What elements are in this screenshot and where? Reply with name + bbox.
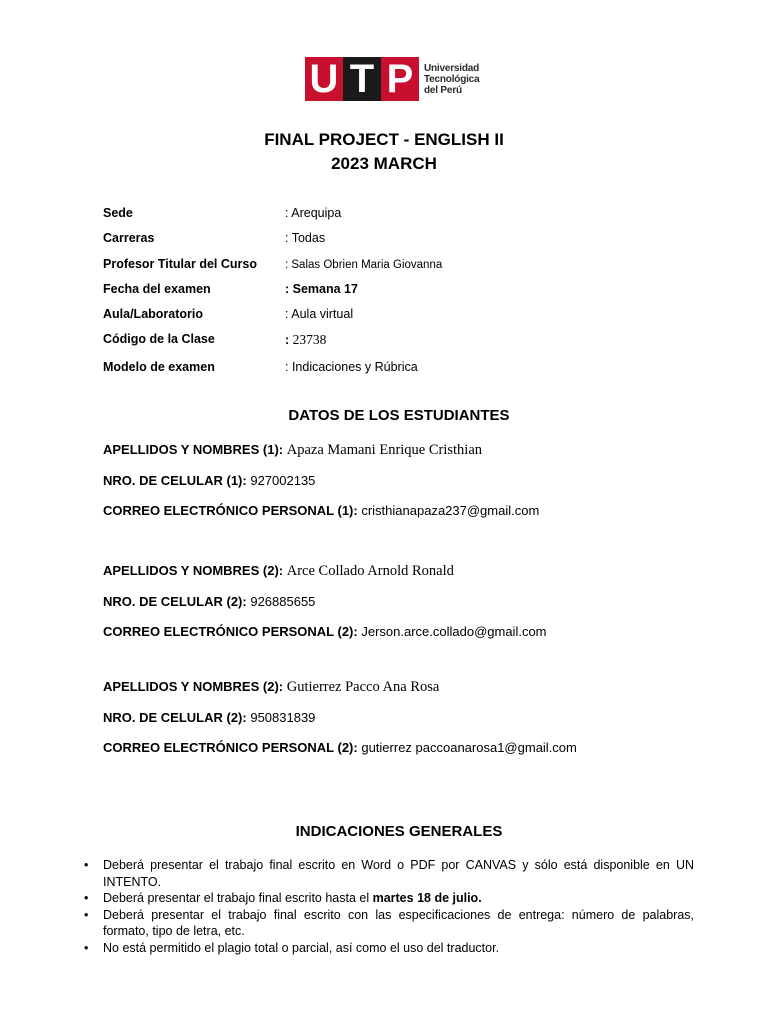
student-2-name: Arce Collado Arnold Ronald [286, 563, 454, 579]
list-item [84, 907, 694, 940]
profesor-value-text: : Salas Obrien Maria Giovanna [285, 259, 443, 271]
list-item [84, 940, 694, 957]
fecha-label: Fecha del examen [103, 282, 211, 296]
bullet-dot: • [84, 858, 89, 872]
student-1-email: cristhianapaza237@gmail.com [361, 503, 540, 518]
logo-line-1: Universidad [424, 62, 480, 74]
bullet-dot: • [84, 891, 89, 905]
codigo-value [285, 332, 326, 348]
student-2-email-label: CORREO ELECTRÓNICO PERSONAL (2): [103, 624, 358, 639]
codigo-label: Código de la Clase [103, 332, 215, 346]
logo-letter-t: T [343, 57, 381, 101]
logo-line-2: Tecnológica [424, 73, 480, 85]
list-item [84, 857, 694, 890]
student-3-name-label: APELLIDOS Y NOMBRES (2): [103, 679, 284, 694]
student-3-name-line [103, 679, 439, 696]
student-2-name-line [103, 563, 454, 580]
profesor-value [285, 257, 442, 271]
aula-label: Aula/Laboratorio [103, 307, 204, 321]
indicaciones-heading: INDICACIONES GENERALES [295, 823, 503, 840]
student-1-name-line [103, 442, 482, 459]
student-2-email: Jerson.arce.collado@gmail.com [361, 624, 547, 639]
bullet-dot: • [84, 940, 89, 955]
student-3-email-line [103, 740, 577, 755]
student-1-name-label: APELLIDOS Y NOMBRES (1): [103, 442, 284, 457]
list-item [84, 890, 694, 907]
student-2-name-label: APELLIDOS Y NOMBRES (2): [103, 563, 284, 578]
bullet-dot: • [84, 907, 89, 922]
student-1-phone-label: NRO. DE CELULAR (1): [103, 473, 247, 488]
students-heading: DATOS DE LOS ESTUDIANTES [288, 407, 510, 424]
student-1-phone: 927002135 [250, 473, 316, 488]
indicacion-1-text: Deberá presentar el trabajo final escrito en Word o PDF por CANVAS y sólo está disponible en UN INTENTO. [103, 858, 694, 889]
codigo-number: 23738 [292, 332, 327, 347]
student-2-phone-label: NRO. DE CELULAR (2): [103, 594, 247, 609]
indicaciones-list [84, 857, 694, 956]
document-subtitle: 2023 MARCH [331, 154, 437, 173]
student-3-phone-line [103, 710, 315, 725]
modelo-label: Modelo de examen [103, 360, 215, 374]
aula-value: : Aula virtual [285, 307, 354, 321]
utp-logo-mark [305, 57, 419, 101]
logo-line-3: del Perú [424, 84, 462, 96]
sede-label: Sede [103, 206, 133, 220]
codigo-colon: : [285, 333, 293, 347]
profesor-label: Profesor Titular del Curso [103, 257, 257, 271]
document-title: FINAL PROJECT - ENGLISH II [264, 130, 504, 149]
utp-logo [305, 57, 479, 101]
student-2-phone-line [103, 594, 315, 609]
student-1-phone-line [103, 473, 315, 488]
logo-wordmark [424, 63, 479, 96]
modelo-value: : Indicaciones y Rúbrica [285, 360, 418, 374]
indicacion-2-text: Deberá presentar el trabajo final escrito hasta el [103, 891, 373, 905]
student-1-name: Apaza Mamani Enrique Cristhian [286, 442, 483, 458]
student-3-phone: 950831839 [250, 710, 316, 725]
student-2-email-line [103, 624, 547, 639]
student-3-email-label: CORREO ELECTRÓNICO PERSONAL (2): [103, 740, 358, 755]
carreras-label: Carreras [103, 231, 155, 245]
carreras-value: : Todas [285, 231, 326, 245]
student-3-phone-label: NRO. DE CELULAR (2): [103, 710, 247, 725]
student-3-email: gutierrez paccoanarosa1@gmail.com [361, 740, 577, 755]
student-2-phone: 926885655 [250, 594, 316, 609]
student-1-email-label: CORREO ELECTRÓNICO PERSONAL (1): [103, 503, 358, 518]
indicacion-3-text: Deberá presentar el trabajo final escrito con las especificaciones de entrega: número de palabras, formato, tipo de letra, etc. [103, 907, 694, 938]
sede-value: : Arequipa [285, 206, 342, 220]
indicacion-2-date: martes 18 de julio. [372, 891, 482, 905]
student-3-name: Gutierrez Pacco Ana Rosa [286, 679, 440, 695]
student-1-email-line [103, 503, 539, 518]
logo-letter-u: U [309, 56, 339, 101]
logo-letter-p: P [386, 56, 414, 101]
indicacion-4-text: No está permitido el plagio total o parcial, así como el uso del traductor. [103, 940, 500, 955]
fecha-value: : Semana 17 [285, 282, 358, 296]
